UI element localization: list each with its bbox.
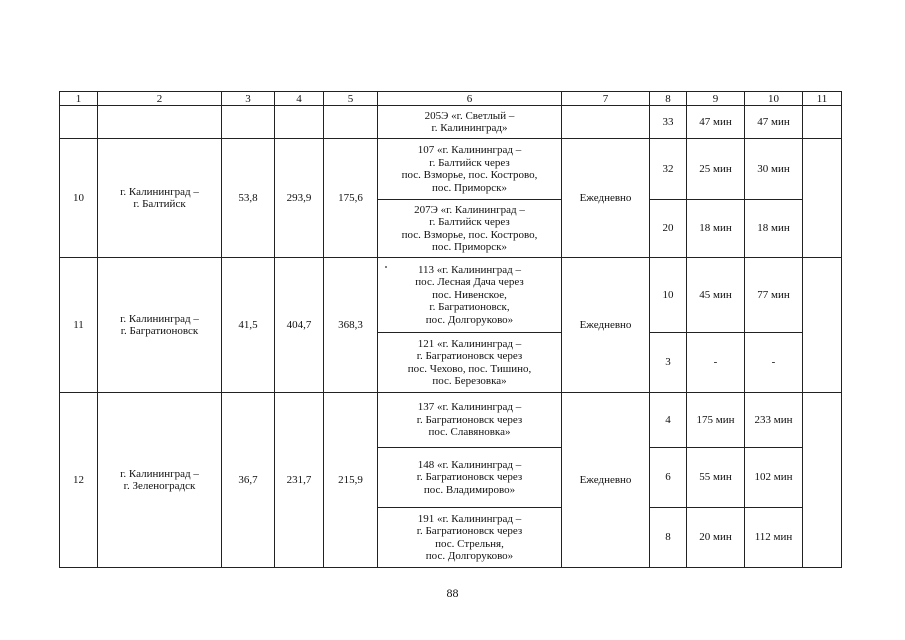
column-number-cell: 9 (687, 92, 745, 106)
route-line: г. Багратионовск, (429, 301, 510, 314)
column-number-cell: 1 (60, 92, 98, 106)
travel-time-alt: 233 мин (745, 393, 803, 448)
routes-table (59, 91, 842, 568)
trips-count: 20 (650, 200, 687, 258)
empty-cell (275, 106, 324, 139)
route-number: 10 (60, 139, 98, 258)
route-description (378, 508, 562, 568)
travel-time: - (687, 333, 745, 393)
route-number: 12 (60, 393, 98, 568)
schedule: Ежедневно (562, 258, 650, 393)
trips-count: 33 (650, 106, 687, 139)
empty-cell (222, 106, 275, 139)
travel-time: 25 мин (687, 139, 745, 200)
route-name-line: г. Калининград – (120, 467, 199, 480)
route-line: г. Багратионовск через (416, 525, 523, 537)
travel-time-alt: 47 мин (745, 106, 803, 139)
route-description (378, 448, 562, 508)
route-line: 121 «г. Калининград – (417, 337, 522, 350)
empty-cell (324, 106, 378, 139)
route-line: 205Э «г. Светлый – (424, 109, 515, 122)
scan-speck (385, 266, 387, 268)
route-name-line: г. Багратионовск (120, 325, 199, 337)
length-value-c4: 231,7 (275, 393, 324, 568)
length-value-c3: 41,5 (222, 258, 275, 393)
column-number-cell: 4 (275, 92, 324, 106)
length-value-c5: 215,9 (324, 393, 378, 568)
empty-cell (803, 106, 842, 139)
travel-time-alt: - (745, 333, 803, 393)
empty-cell (803, 393, 842, 568)
column-number-cell: 7 (562, 92, 650, 106)
route-name (98, 258, 222, 393)
length-value-c3: 36,7 (222, 393, 275, 568)
schedule: Ежедневно (562, 139, 650, 258)
route-line: 191 «г. Калининград – (417, 512, 522, 525)
route-line: пос. Нивенское, (432, 288, 507, 301)
route-line: пос. Лесная Дача через (415, 276, 524, 289)
length-value-c3: 53,8 (222, 139, 275, 258)
route-row (60, 258, 842, 333)
travel-time-alt: 112 мин (745, 508, 803, 568)
travel-time: 20 мин (687, 508, 745, 568)
route-line: пос. Березовка» (432, 375, 507, 387)
column-number-cell: 3 (222, 92, 275, 106)
route-row (60, 139, 842, 200)
travel-time-alt: 102 мин (745, 448, 803, 508)
route-row (60, 393, 842, 448)
trips-count: 4 (650, 393, 687, 448)
length-value-c5: 368,3 (324, 258, 378, 393)
route-description (378, 258, 562, 333)
travel-time-alt: 30 мин (745, 139, 803, 200)
route-name-line: г. Калининград – (120, 185, 199, 198)
route-line: 148 «г. Калининград – (417, 458, 522, 471)
length-value-c5: 175,6 (324, 139, 378, 258)
travel-time-alt: 77 мин (745, 258, 803, 333)
schedule: Ежедневно (562, 393, 650, 568)
route-description (378, 393, 562, 448)
route-line: г. Багратионовск через (416, 471, 523, 484)
route-line: пос. Славяновка» (428, 426, 511, 439)
trips-count: 32 (650, 139, 687, 200)
continuation-row (60, 106, 842, 139)
travel-time-alt: 18 мин (745, 200, 803, 258)
route-name (98, 393, 222, 568)
travel-time: 55 мин (687, 448, 745, 508)
empty-cell (98, 106, 222, 139)
route-description (378, 200, 562, 258)
trips-count: 6 (650, 448, 687, 508)
page-number: 88 (446, 586, 459, 600)
route-line: пос. Владимирово» (423, 483, 516, 496)
travel-time: 175 мин (687, 393, 745, 448)
length-value-c4: 404,7 (275, 258, 324, 393)
trips-count: 3 (650, 333, 687, 393)
route-name-line: г. Балтийск (133, 198, 186, 210)
route-description (378, 106, 562, 139)
route-line: 107 «г. Калининград – (417, 144, 522, 156)
empty-cell (562, 106, 650, 139)
column-number-cell: 2 (98, 92, 222, 106)
travel-time: 45 мин (687, 258, 745, 333)
route-line: пос. Долгоруково» (425, 550, 514, 562)
route-line: г. Багратионовск через (416, 413, 523, 426)
trips-count: 10 (650, 258, 687, 333)
route-line: 113 «г. Калининград – (417, 263, 522, 276)
route-line: г. Багратионовск через (416, 350, 523, 362)
travel-time: 47 мин (687, 106, 745, 139)
travel-time: 18 мин (687, 200, 745, 258)
column-number-cell: 10 (745, 92, 803, 106)
route-line: пос. Чехово, пос. Тишино, (407, 362, 532, 375)
route-line: пос. Взморье, пос. Кострово, (401, 169, 538, 181)
empty-cell (803, 139, 842, 258)
route-name-line: г. Калининград – (120, 312, 199, 325)
route-line: пос. Приморск» (431, 181, 508, 194)
route-line: пос. Взморье, пос. Кострово, (401, 228, 538, 241)
column-number-cell: 5 (324, 92, 378, 106)
route-line: 137 «г. Калининград – (417, 401, 522, 414)
column-number-cell: 6 (378, 92, 562, 106)
column-number-cell: 8 (650, 92, 687, 106)
route-number: 11 (60, 258, 98, 393)
route-line: пос. Долгоруково» (425, 313, 514, 326)
column-number-cell: 11 (803, 92, 842, 106)
route-name-line: г. Зеленоградск (123, 480, 196, 492)
route-line: г. Калининград» (431, 122, 508, 134)
route-name (98, 139, 222, 258)
empty-cell (803, 258, 842, 393)
route-description (378, 139, 562, 200)
route-line: пос. Стрельня, (435, 537, 504, 550)
length-value-c4: 293,9 (275, 139, 324, 258)
route-line: пос. Приморск» (431, 241, 508, 253)
route-line: г. Балтийск через (429, 216, 510, 228)
route-description (378, 333, 562, 393)
route-line: 207Э «г. Калининград – (414, 203, 525, 216)
route-line: г. Балтийск через (429, 156, 510, 169)
empty-cell (60, 106, 98, 139)
trips-count: 8 (650, 508, 687, 568)
column-number-row (60, 92, 842, 106)
